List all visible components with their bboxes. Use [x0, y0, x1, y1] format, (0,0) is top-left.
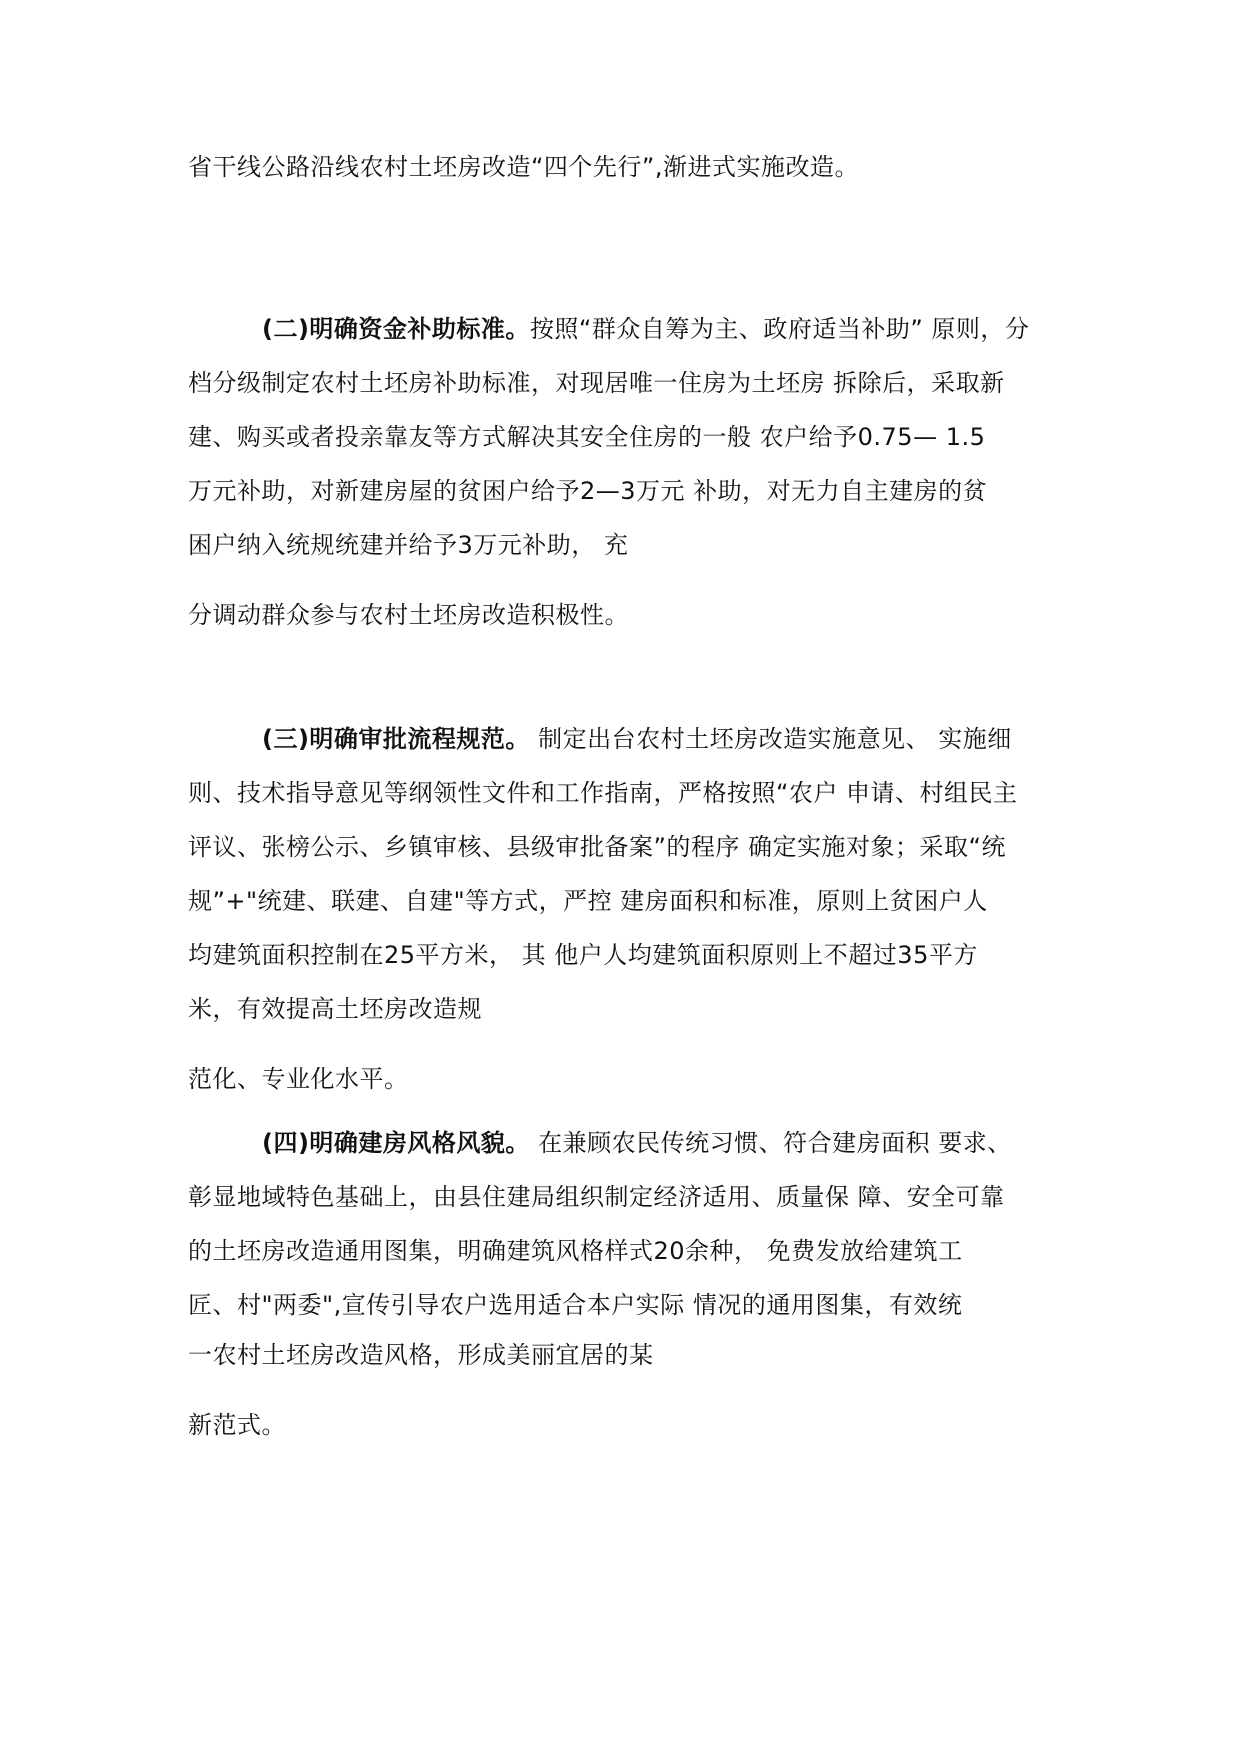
paragraph-line: 则、技术指导意见等纲领性文件和工作指南，严格按照“农户 申请、村组民主	[188, 779, 1018, 807]
paragraph-line: 新范式。	[188, 1411, 286, 1439]
section-heading: (四)明确建房风格风貌。	[262, 1129, 530, 1157]
paragraph-line: 评议、张榜公示、乡镇审核、县级审批备案”的程序 确定实施对象；采取“统	[188, 833, 1006, 861]
paragraph-line: 档分级制定农村土坯房补助标准，对现居唯一住房为土坯房 拆除后，采取新	[188, 369, 1005, 397]
paragraph-line: 建、购买或者投亲靠友等方式解决其安全住房的一般 农户给予0.75— 1.5	[188, 423, 986, 451]
paragraph-line: 规”+"统建、联建、自建"等方式，严控 建房面积和标准，原则上贫困户人	[188, 887, 988, 915]
paragraph-text: 制定出台农村土坯房改造实施意见、 实施细	[529, 725, 1012, 753]
section-heading: (二)明确资金补助标准。	[262, 315, 530, 343]
paragraph-line: 省干线公路沿线农村土坯房改造“四个先行”,渐进式实施改造。	[188, 153, 859, 181]
paragraph-line: 一农村土坯房改造风格，形成美丽宜居的某	[188, 1341, 654, 1369]
paragraph-line: 均建筑面积控制在25平方米， 其 他户人均建筑面积原则上不超过35平方	[188, 941, 978, 969]
paragraph-text: 按照“群众自筹为主、政府适当补助” 原则，分	[529, 315, 1030, 343]
paragraph-line: 分调动群众参与农村土坯房改造积极性。	[188, 601, 629, 629]
paragraph-line: 范化、专业化水平。	[188, 1065, 409, 1093]
paragraph-text: 在兼顾农民传统习惯、符合建房面积 要求、	[529, 1129, 1012, 1157]
paragraph-line: 匠、村"两委",宣传引导农户选用适合本户实际 情况的通用图集，有效统	[188, 1291, 963, 1319]
section-4-first-line	[262, 1128, 1012, 1158]
section-3-first-line	[262, 724, 1012, 754]
section-2-first-line	[262, 314, 1029, 344]
paragraph-line: 万元补助，对新建房屋的贫困户给予2—3万元 补助，对无力自主建房的贫	[188, 477, 988, 505]
paragraph-line: 的土坯房改造通用图集，明确建筑风格样式20余种， 免费发放给建筑工	[188, 1237, 963, 1265]
paragraph-line: 彰显地域特色基础上，由县住建局组织制定经济适用、质量保 障、安全可靠	[188, 1183, 1005, 1211]
paragraph-line: 困户纳入统规统建并给予3万元补助， 充	[188, 531, 629, 559]
section-heading: (三)明确审批流程规范。	[262, 725, 530, 753]
paragraph-line: 米，有效提高土坯房改造规	[188, 995, 482, 1023]
